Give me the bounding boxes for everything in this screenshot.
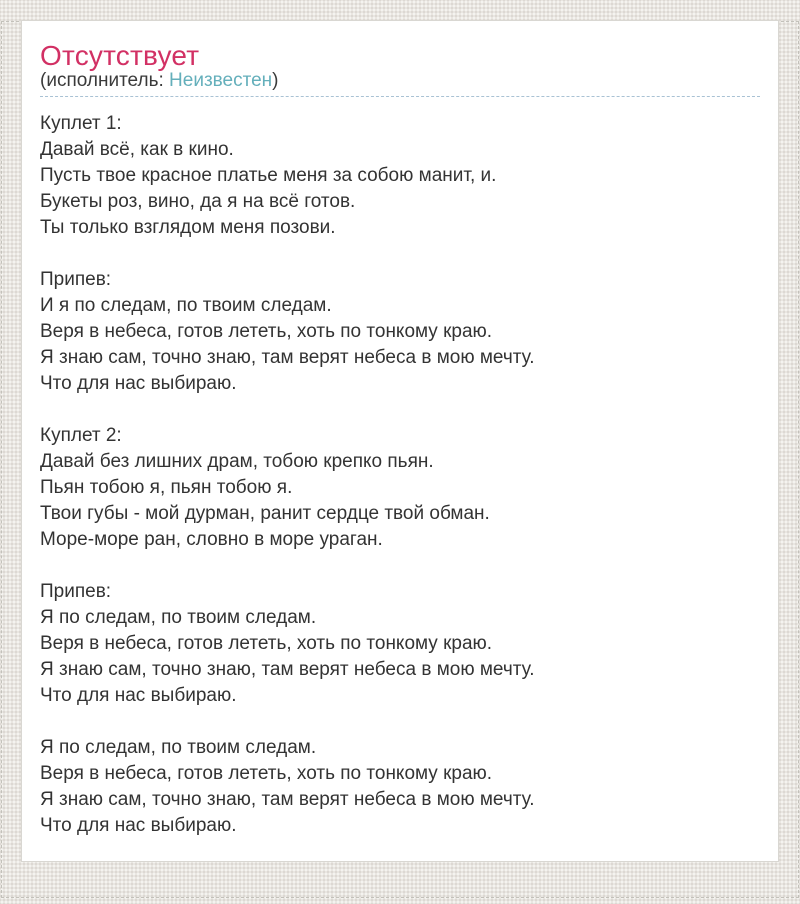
lyric-line: Куплет 2:	[40, 425, 122, 446]
lyrics-text	[40, 111, 760, 839]
stanza-outro-chorus	[40, 735, 760, 839]
lyric-line: Я знаю сам, точно знаю, там верят небеса в мою мечту.	[40, 347, 535, 368]
artist-label: (исполнитель:	[40, 70, 170, 91]
lyric-line: Веря в небеса, готов лететь, хоть по тонкому краю.	[40, 763, 493, 784]
artist-label-close: )	[272, 70, 279, 91]
stanza-chorus-2	[40, 579, 760, 709]
lyric-line: Твои губы - мой дурман, ранит сердце твой обман.	[40, 503, 490, 524]
lyric-line: Давай всё, как в кино.	[40, 139, 234, 160]
lyrics-card	[21, 20, 779, 862]
lyric-line: Пьян тобою я, пьян тобою я.	[40, 477, 293, 498]
lyric-line: Я знаю сам, точно знаю, там верят небеса в мою мечту.	[40, 659, 535, 680]
page-background	[0, 20, 800, 904]
lyric-line: Что для нас выбираю.	[40, 685, 237, 706]
lyric-line: Море-море ран, словно в море ураган.	[40, 529, 383, 550]
stanza-verse-1	[40, 111, 760, 241]
lyric-line: Пусть твое красное платье меня за собою манит, и.	[40, 165, 497, 186]
lyric-line: Веря в небеса, готов лететь, хоть по тонкому краю.	[40, 633, 493, 654]
stanza-chorus-1	[40, 267, 760, 397]
lyric-line: И я по следам, по твоим следам.	[40, 295, 332, 316]
song-title: Отсутствует	[40, 40, 200, 71]
lyric-line: Я по следам, по твоим следам.	[40, 737, 317, 758]
lyric-line: Ты только взглядом меня позови.	[40, 217, 336, 238]
artist-line	[40, 71, 760, 97]
lyric-line: Я знаю сам, точно знаю, там верят небеса в мою мечту.	[40, 789, 535, 810]
lyric-line: Припев:	[40, 581, 112, 602]
lyric-line: Я по следам, по твоим следам.	[40, 607, 317, 628]
lyric-line: Припев:	[40, 269, 112, 290]
lyric-line: Что для нас выбираю.	[40, 373, 237, 394]
stanza-verse-2	[40, 423, 760, 553]
artist-link[interactable]: Неизвестен	[169, 70, 273, 91]
lyric-line: Давай без лишних драм, тобою крепко пьян.	[40, 451, 434, 472]
lyric-line: Букеты роз, вино, да я на всё готов.	[40, 191, 356, 212]
lyric-line: Что для нас выбираю.	[40, 815, 237, 836]
lyric-line: Куплет 1:	[40, 113, 122, 134]
lyric-line: Веря в небеса, готов лететь, хоть по тонкому краю.	[40, 321, 493, 342]
